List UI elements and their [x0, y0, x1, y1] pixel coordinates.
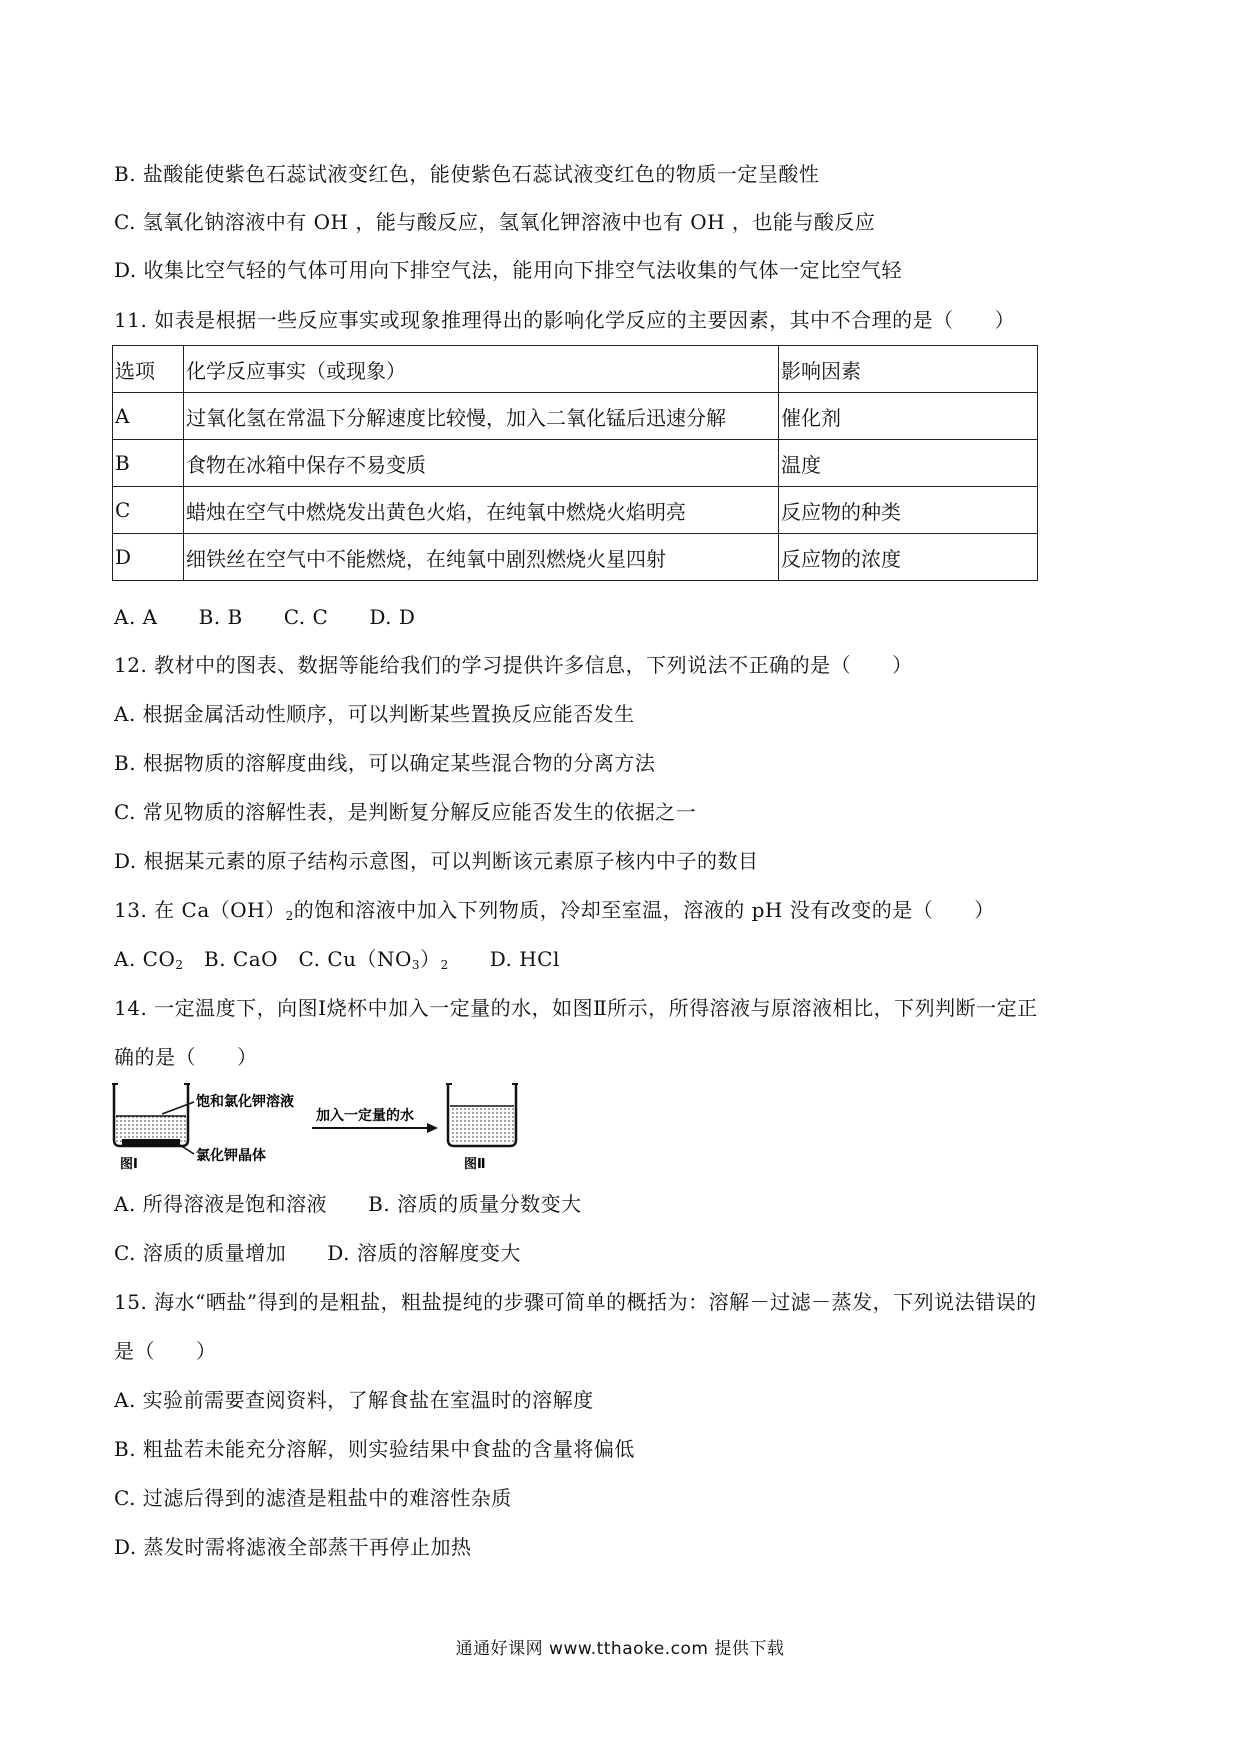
table-cell: 细铁丝在空气中不能燃烧，在纯氧中剧烈燃烧火星四射 — [184, 534, 779, 581]
q14-options-cd: C. 溶质的质量增加 D. 溶质的溶解度变大 — [114, 1241, 521, 1265]
crystal-label: 氯化钾晶体 — [196, 1148, 266, 1164]
beaker-figure — [112, 1080, 522, 1170]
table-header-cell: 选项 — [113, 346, 184, 393]
q13-subscript: 2 — [285, 909, 294, 923]
table-header-cell: 化学反应事实（或现象） — [184, 346, 779, 393]
q13-subscript: 2 — [175, 958, 184, 972]
q11-stem: 11. 如表是根据一些反应事实或现象推理得出的影响化学反应的主要因素，其中不合理的是（ ） — [114, 308, 1016, 332]
table-header-row — [113, 346, 1038, 393]
q13-options — [114, 945, 560, 979]
q11-options: A. A B. B C. C D. D — [114, 605, 416, 629]
q10-option-d: D. 收集比空气轻的气体可用向下排空气法，能用向下排空气法收集的气体一定比空气轻 — [114, 258, 903, 282]
q12-option-b: B. 根据物质的溶解度曲线，可以确定某些混合物的分离方法 — [114, 751, 656, 775]
arrow-label: 加入一定量的水 — [316, 1108, 414, 1124]
table-row — [113, 440, 1038, 487]
q13-option-text: A. CO — [114, 947, 176, 971]
table-cell: 过氧化氢在常温下分解速度比较慢，加入二氧化锰后迅速分解 — [184, 393, 779, 440]
table-cell: D — [113, 534, 184, 581]
q13-stem — [114, 896, 995, 930]
q14-stem: 14. 一定温度下，向图Ⅰ烧杯中加入一定量的水，如图Ⅱ所示，所得溶液与原溶液相比，下列判断一定正 — [114, 996, 1038, 1020]
table-cell: 蜡烛在空气中燃烧发出黄色火焰，在纯氧中燃烧火焰明亮 — [184, 487, 779, 534]
q13-option-text: B. CaO C. Cu（NO — [183, 947, 412, 971]
q11-table — [112, 345, 1038, 581]
table-row — [113, 534, 1038, 581]
table-header-cell: 影响因素 — [779, 346, 1038, 393]
q15-stem-cont: 是（ ） — [114, 1339, 217, 1363]
q15-option-a: A. 实验前需要查阅资料，了解食盐在室温时的溶解度 — [114, 1388, 594, 1412]
q10-option-c: C. 氢氧化钠溶液中有 OH ，能与酸反应，氢氧化钾溶液中也有 OH ，也能与酸反应 — [114, 210, 876, 234]
table-cell: C — [113, 487, 184, 534]
figure-2-label: 图Ⅱ — [464, 1157, 486, 1170]
table-cell: 反应物的浓度 — [779, 534, 1038, 581]
q13-option-text: D. HCl — [448, 947, 560, 971]
figure-1-label: 图Ⅰ — [120, 1157, 138, 1170]
q12-option-c: C. 常见物质的溶解性表，是判断复分解反应能否发生的依据之一 — [114, 800, 697, 824]
q14-options-ab: A. 所得溶液是饱和溶液 B. 溶质的质量分数变大 — [114, 1192, 582, 1216]
table-cell: A — [113, 393, 184, 440]
solution-label: 饱和氯化钾溶液 — [196, 1094, 294, 1110]
table-cell: B — [113, 440, 184, 487]
q14-stem-cont: 确的是（ ） — [114, 1045, 258, 1069]
table-cell: 温度 — [779, 440, 1038, 487]
page-footer: 通通好课网 www.tthaoke.com 提供下载 — [455, 1639, 785, 1659]
q12-option-a: A. 根据金属活动性顺序，可以判断某些置换反应能否发生 — [114, 702, 635, 726]
table-cell: 反应物的种类 — [779, 487, 1038, 534]
q13-subscript: 3 — [411, 958, 421, 972]
q10-option-b: B. 盐酸能使紫色石蕊试液变红色，能使紫色石蕊试液变红色的物质一定呈酸性 — [114, 162, 820, 186]
table-cell: 食物在冰箱中保存不易变质 — [184, 440, 779, 487]
beaker-2 — [446, 1084, 518, 1146]
table-row — [113, 393, 1038, 440]
q15-option-c: C. 过滤后得到的滤渣是粗盐中的难溶性杂质 — [114, 1486, 512, 1510]
q13-stem-text: 13. 在 Ca（OH） — [114, 898, 286, 922]
q15-option-d: D. 蒸发时需将滤液全部蒸干再停止加热 — [114, 1535, 472, 1559]
q13-subscript: 2 — [440, 958, 449, 972]
q13-option-text: ） — [420, 947, 441, 971]
arrow-head-icon — [427, 1123, 438, 1133]
q12-stem: 12. 教材中的图表、数据等能给我们的学习提供许多信息，下列说法不正确的是（ ） — [114, 653, 913, 677]
q15-stem: 15. 海水“晒盐”得到的是粗盐，粗盐提纯的步骤可简单的概括为：溶解－过滤－蒸发，下列说法错误的 — [114, 1290, 1037, 1314]
beaker-1 — [112, 1084, 190, 1146]
table-cell: 催化剂 — [779, 393, 1038, 440]
q15-option-b: B. 粗盐若未能充分溶解，则实验结果中食盐的含量将偏低 — [114, 1437, 635, 1461]
table-row — [113, 487, 1038, 534]
beaker-diagram — [112, 1080, 522, 1170]
q13-stem-text: 的饱和溶液中加入下列物质，冷却至室温，溶液的 pH 没有改变的是（ ） — [293, 898, 995, 922]
q12-option-d: D. 根据某元素的原子结构示意图，可以判断该元素原子核内中子的数目 — [114, 849, 759, 873]
